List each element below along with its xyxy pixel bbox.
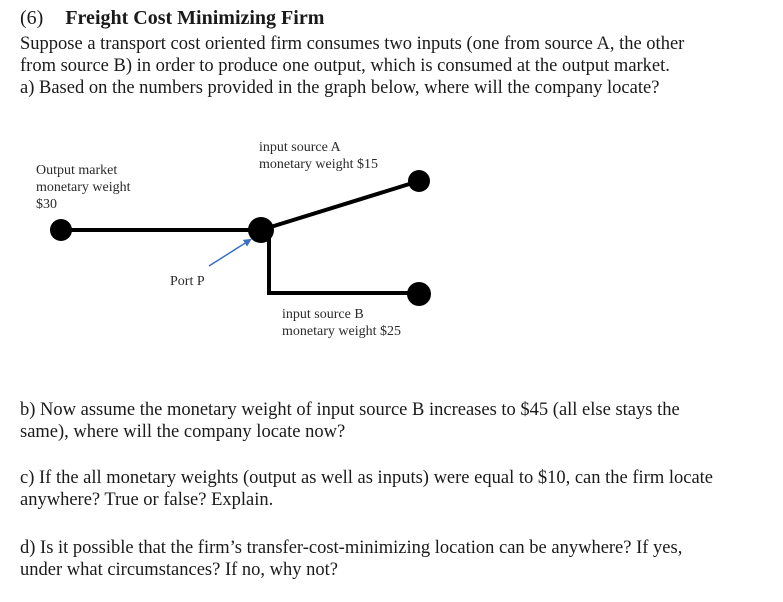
output-market-node	[50, 219, 72, 241]
intro-line-3: a) Based on the numbers provided in the graph below, where will the company locate?	[20, 78, 660, 98]
question-number: (6)	[20, 7, 44, 29]
port-node	[248, 217, 274, 243]
port-label: Port P	[170, 274, 205, 289]
source-b-node	[407, 282, 431, 306]
source-a-label-line-2: monetary weight $15	[259, 157, 378, 172]
source-a-label	[259, 139, 378, 173]
source-b-label-line-2: monetary weight $25	[282, 324, 401, 339]
route-port-to-source-a	[261, 181, 419, 230]
intro-line-2: from source B) in order to produce one output, which is consumed at the output market.	[20, 56, 670, 76]
question-d-line-2: under what circumstances? If no, why not?	[20, 560, 338, 580]
source-a-node	[408, 170, 430, 192]
source-a-label-line-1: input source A	[259, 140, 341, 155]
question-title: Freight Cost Minimizing Firm	[65, 7, 325, 29]
output-market-label-line-2: monetary weight	[36, 180, 131, 195]
question-b-line-2: same), where will the company locate now?	[20, 422, 346, 442]
source-b-label-line-1: input source B	[282, 307, 364, 322]
source-b-label	[282, 306, 401, 340]
question-c-line-2: anywhere? True or false? Explain.	[20, 490, 274, 510]
question-d-line-1: d) Is it possible that the firm’s transfer-cost-minimizing location can be anywhere? If yes,	[20, 538, 683, 558]
question-c-line-1: c) If the all monetary weights (output as well as inputs) were equal to $10, can the firm locate	[20, 468, 714, 488]
port-pointer-arrow	[209, 240, 250, 266]
output-market-label	[36, 162, 130, 213]
output-market-label-line-1: Output market	[36, 163, 118, 178]
route-port-to-source-b	[269, 230, 419, 293]
intro-line-1: Suppose a transport cost oriented firm consumes two inputs (one from source A, the other	[20, 34, 685, 54]
question-b-line-1: b) Now assume the monetary weight of input source B increases to $45 (all else stays the	[20, 400, 680, 420]
output-market-label-line-3: $30	[36, 197, 57, 212]
